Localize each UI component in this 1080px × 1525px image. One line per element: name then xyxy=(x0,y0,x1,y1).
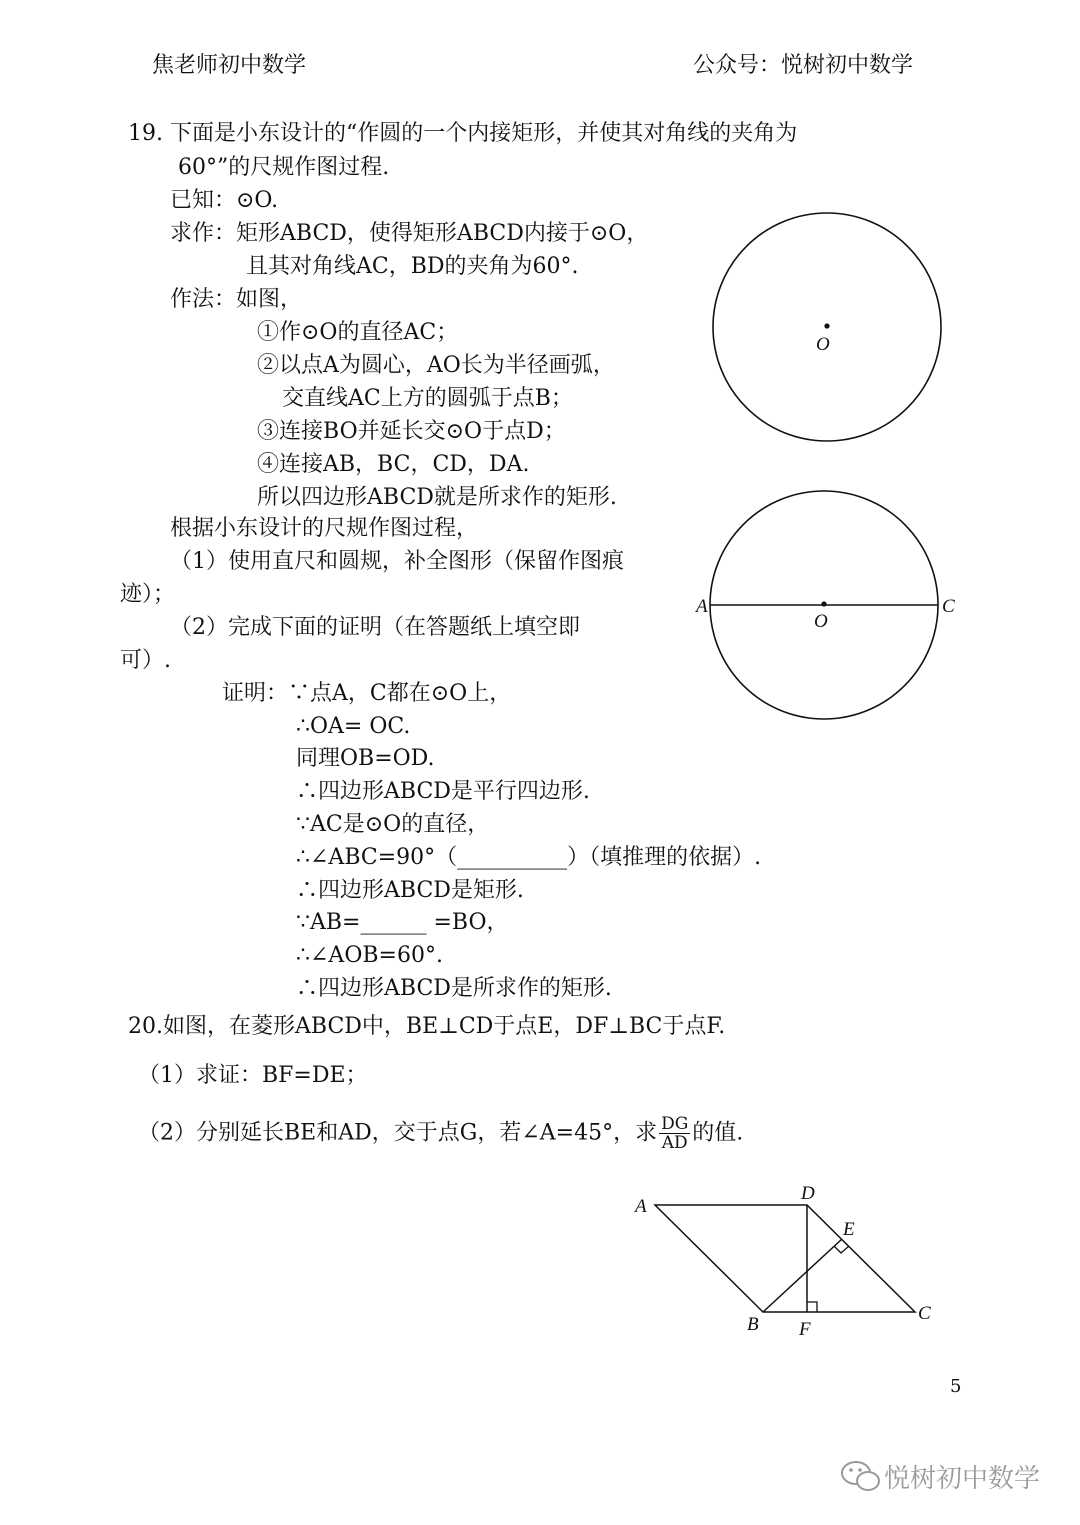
q20-part2-tail: 的值. xyxy=(692,1120,744,1146)
proof-line: ∴∠AOB=60°. xyxy=(296,943,443,968)
proof-line: ∴四边形ABCD是所求作的矩形. xyxy=(296,976,612,1001)
label-b: B xyxy=(747,1314,759,1335)
right-angle-e xyxy=(834,1246,849,1253)
q19-step-1: ①作⊙O的直径AC； xyxy=(257,320,459,345)
q19-part2-line-b: 可）. xyxy=(120,648,171,673)
label-f: F xyxy=(799,1319,811,1340)
q19-step-2b: 交直线AC上方的圆弧于点B； xyxy=(282,386,573,411)
center-dot xyxy=(821,601,826,606)
q19-step-2: ②以点A为圆心，AO长为半径画弧， xyxy=(257,353,615,378)
q19-step-4: ④连接AB，BC，CD，DA. xyxy=(257,452,530,477)
label-o: O xyxy=(816,334,830,355)
proof-line: 同理OB=OD. xyxy=(296,746,435,771)
q19-conclusion: 所以四边形ABCD就是所求作的矩形. xyxy=(257,485,617,510)
fraction-numerator: DG xyxy=(661,1114,689,1134)
proof-line: 证明：∵点A，C都在⊙O上， xyxy=(222,681,512,706)
label-c: C xyxy=(942,596,955,617)
center-dot xyxy=(824,323,829,328)
watermark-text: 悦树初中数学 xyxy=(884,1463,1041,1494)
header-right: 公众号：悦树初中数学 xyxy=(693,53,914,78)
proof-line-fill-blank: ∵AB=______ =BO， xyxy=(296,910,509,935)
q19-requirement-2: 且其对角线AC，BD的夹角为60°. xyxy=(246,254,579,279)
proof-line: ∴四边形ABCD是平行四边形. xyxy=(296,779,590,804)
q19-method: 作法：如图， xyxy=(170,287,303,312)
q20-part2 xyxy=(138,1115,743,1152)
label-a: A xyxy=(635,1196,647,1217)
proof-line: ∴四边形ABCD是矩形. xyxy=(296,878,524,903)
label-e: E xyxy=(843,1219,855,1240)
proof-line: ∵AC是⊙O的直径， xyxy=(296,812,490,837)
fraction-denominator: AD xyxy=(661,1133,688,1153)
page-number: 5 xyxy=(950,1376,962,1397)
q19-figure-diameter xyxy=(690,485,970,730)
wechat-icon xyxy=(838,1456,884,1496)
q19-based-on: 根据小东设计的尺规作图过程， xyxy=(170,516,479,541)
q20-part1: （1）求证：BF=DE； xyxy=(138,1063,368,1088)
watermark xyxy=(838,1456,1040,1496)
q19-part1-line-b: 迹）； xyxy=(120,582,176,607)
q19-line2: 60°”的尺规作图过程. xyxy=(178,155,390,180)
q19-known: 已知：⊙O. xyxy=(170,188,279,213)
q19-figure-circle xyxy=(700,200,960,460)
label-o: O xyxy=(814,611,828,632)
proof-line: ∴OA= OC. xyxy=(296,714,411,739)
q19-line1: 19. 下面是小东设计的“作圆的一个内接矩形，并使其对角线的夹角为 xyxy=(128,121,798,146)
header-left: 焦老师初中数学 xyxy=(152,53,307,78)
label-d: D xyxy=(801,1183,815,1204)
label-c: C xyxy=(918,1303,931,1324)
label-a: A xyxy=(696,596,708,617)
q19-part2-line-a: （2）完成下面的证明（在答题纸上填空即 xyxy=(170,615,580,640)
q19-requirement-1: 求作：矩形ABCD，使得矩形ABCD内接于⊙O， xyxy=(170,221,649,246)
right-angle-f xyxy=(807,1302,817,1312)
q20-figure-rhombus xyxy=(625,1175,945,1350)
proof-line-fill-blank: ∴∠ABC=90°（__________）（填推理的依据）. xyxy=(296,845,762,870)
q20-line1: 20.如图，在菱形ABCD中，BE⊥CD于点E，DF⊥BC于点F. xyxy=(128,1014,726,1039)
q19-step-3: ③连接BO并延长交⊙O于点D； xyxy=(257,419,566,444)
rhombus-abcd xyxy=(655,1205,915,1312)
fraction-dg-ad xyxy=(659,1115,690,1152)
q20-part2-text: （2）分别延长BE和AD，交于点G，若∠A=45°，求 xyxy=(138,1120,658,1146)
q19-part1-line-a: （1）使用直尺和圆规，补全图形（保留作图痕 xyxy=(170,549,624,574)
segment-be xyxy=(763,1239,842,1312)
